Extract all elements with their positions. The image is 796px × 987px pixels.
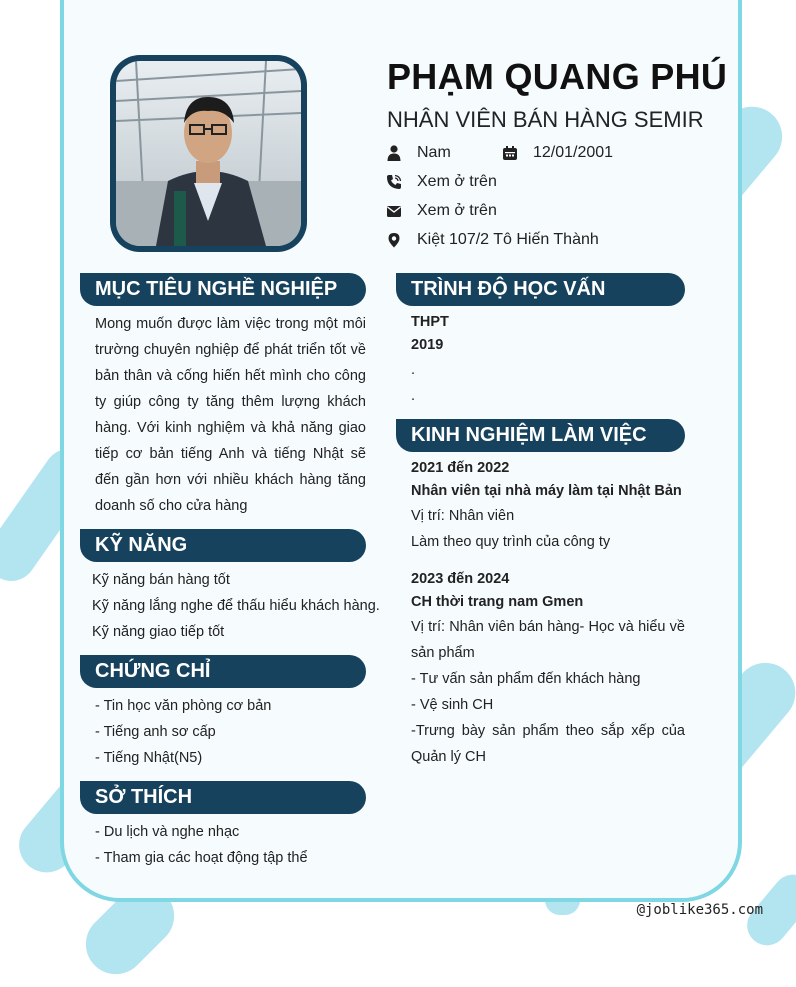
hobbies-list: [95, 819, 308, 871]
phone-icon: [386, 174, 402, 190]
avatar-frame: [110, 55, 307, 252]
list-item: Kỹ năng giao tiếp tốt: [92, 624, 225, 640]
address-value: Kiệt 107/2 Tô Hiến Thành: [417, 231, 599, 248]
experience-block: [411, 457, 685, 770]
education-school: THPT: [411, 314, 449, 330]
candidate-name: PHẠM QUANG PHÚ: [387, 56, 728, 97]
job-detail: Vị trí: Nhân viên bán hàng- Học và hiểu về sản phẩm: [411, 619, 685, 661]
email-row: [386, 202, 497, 220]
education-line: .: [411, 388, 416, 404]
list-item: Kỹ năng bán hàng tốt: [92, 572, 230, 588]
certificates-heading: CHỨNG CHỈ: [80, 655, 366, 688]
phone-value: Xem ở trên: [417, 173, 497, 190]
job-company: CH thời trang nam Gmen: [411, 594, 584, 610]
gender-value: Nam: [417, 144, 451, 161]
education-block: [411, 311, 449, 409]
phone-row: [386, 173, 497, 191]
envelope-icon: [386, 203, 402, 219]
education-line: .: [411, 362, 416, 378]
list-item: - Tiếng anh sơ cấp: [95, 724, 216, 740]
certificates-list: [95, 693, 271, 771]
birthdate-value: 12/01/2001: [533, 144, 614, 161]
avatar: [116, 61, 301, 246]
email-value: Xem ở trên: [417, 202, 497, 219]
job-entry: [411, 457, 685, 555]
birthdate-row: [502, 144, 613, 162]
education-year: 2019: [411, 337, 444, 353]
job-detail: -Trưng bày sản phẩm theo sắp xếp của Quản lý CH: [411, 723, 685, 765]
job-entry: [411, 568, 685, 770]
job-detail: Vị trí: Nhân viên: [411, 508, 515, 524]
gender-row: [386, 144, 451, 162]
job-title: NHÂN VIÊN BÁN HÀNG SEMIR: [387, 107, 704, 132]
list-item: Kỹ năng lắng nghe để thấu hiểu khách hàng.: [92, 598, 380, 614]
job-detail: Làm theo quy trình của công ty: [411, 534, 611, 550]
list-item: - Tiếng Nhật(N5): [95, 750, 203, 766]
education-heading: TRÌNH ĐỘ HỌC VẤN: [396, 273, 685, 306]
job-detail: - Vệ sinh CH: [411, 697, 494, 713]
hobbies-heading: SỞ THÍCH: [80, 781, 366, 814]
skills-heading: KỸ NĂNG: [80, 529, 366, 562]
job-company: Nhân viên tại nhà máy làm tại Nhật Bản: [411, 483, 682, 499]
list-item: - Tin học văn phòng cơ bản: [95, 698, 272, 714]
job-detail: - Tư vấn sản phẩm đến khách hàng: [411, 671, 641, 687]
list-item: - Tham gia các hoạt động tập thể: [95, 850, 308, 866]
map-pin-icon: [386, 232, 402, 248]
objective-text: Mong muốn được làm việc trong một môi trường chuyên nghiệp để phát triển tốt về bản thân và cống hiến hết mình cho công ty giúp công ty tăng thêm lượng khách hàng. Với kinh nghiệm và khả năng giao tiếp cơ bản tiếng Anh và tiếng Nhật sẽ đến gần hơn với nhiều khách hàng tăng doanh số cho cửa hàng: [95, 316, 366, 514]
list-item: - Du lịch và nghe nhạc: [95, 824, 240, 840]
experience-heading: KINH NGHIỆM LÀM VIỆC: [396, 419, 685, 452]
calendar-icon: [502, 145, 518, 161]
address-row: [386, 231, 599, 249]
job-period: 2023 đến 2024: [411, 571, 510, 587]
job-period: 2021 đến 2022: [411, 460, 510, 476]
watermark: @joblike365.com: [636, 902, 763, 918]
objective-heading: MỤC TIÊU NGHỀ NGHIỆP: [80, 273, 366, 306]
person-icon: [386, 145, 402, 161]
skills-list: [92, 567, 380, 645]
